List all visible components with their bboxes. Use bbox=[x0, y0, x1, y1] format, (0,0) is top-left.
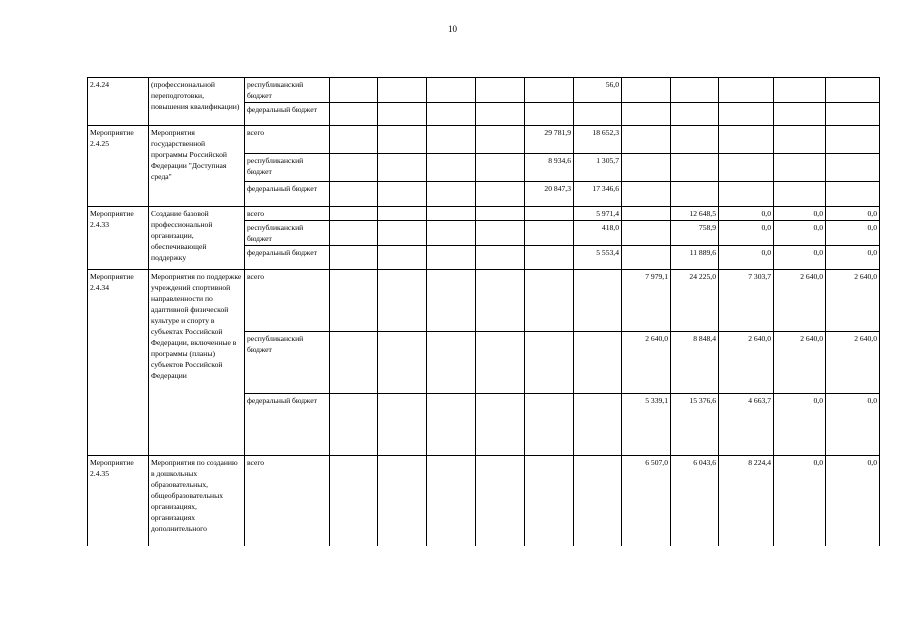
amount-cell bbox=[525, 394, 574, 456]
amount-cell: 758,9 bbox=[671, 221, 719, 246]
row-code: Мероприятие 2.4.34 bbox=[88, 270, 149, 456]
funding-source: республиканский бюджет bbox=[245, 154, 330, 182]
amount-cell bbox=[378, 103, 427, 126]
amount-cell bbox=[719, 154, 774, 182]
amount-cell: 2 640,0 bbox=[826, 332, 880, 394]
amount-cell bbox=[330, 154, 378, 182]
amount-cell bbox=[427, 103, 476, 126]
amount-cell bbox=[476, 207, 525, 221]
funding-source: республиканский бюджет bbox=[245, 332, 330, 394]
funding-source: федеральный бюджет bbox=[245, 182, 330, 207]
amount-cell bbox=[719, 182, 774, 207]
amount-cell bbox=[378, 270, 427, 332]
amount-cell: 17 346,6 bbox=[574, 182, 622, 207]
amount-cell: 0,0 bbox=[826, 207, 880, 221]
amount-cell bbox=[427, 456, 476, 546]
amount-cell bbox=[525, 207, 574, 221]
amount-cell bbox=[476, 246, 525, 270]
amount-cell bbox=[671, 154, 719, 182]
amount-cell bbox=[525, 78, 574, 103]
amount-cell bbox=[622, 103, 671, 126]
funding-source: федеральный бюджет bbox=[245, 103, 330, 126]
amount-cell bbox=[525, 270, 574, 332]
amount-cell: 2 640,0 bbox=[826, 270, 880, 332]
amount-cell bbox=[476, 78, 525, 103]
amount-cell bbox=[826, 78, 880, 103]
amount-cell bbox=[671, 182, 719, 207]
amount-cell bbox=[719, 103, 774, 126]
amount-cell bbox=[671, 126, 719, 154]
amount-cell: 0,0 bbox=[719, 246, 774, 270]
amount-cell bbox=[622, 221, 671, 246]
amount-cell bbox=[378, 332, 427, 394]
amount-cell: 0,0 bbox=[719, 221, 774, 246]
amount-cell bbox=[427, 154, 476, 182]
funding-source: федеральный бюджет bbox=[245, 394, 330, 456]
amount-cell: 24 225,0 bbox=[671, 270, 719, 332]
amount-cell bbox=[525, 456, 574, 546]
amount-cell: 2 640,0 bbox=[774, 332, 826, 394]
amount-cell bbox=[427, 182, 476, 207]
row-code: Мероприятие 2.4.33 bbox=[88, 207, 149, 270]
amount-cell: 20 847,3 bbox=[525, 182, 574, 207]
page-number: 10 bbox=[448, 24, 457, 34]
amount-cell: 0,0 bbox=[774, 207, 826, 221]
amount-cell bbox=[826, 182, 880, 207]
amount-cell bbox=[476, 154, 525, 182]
amount-cell bbox=[622, 78, 671, 103]
amount-cell bbox=[719, 126, 774, 154]
amount-cell bbox=[476, 103, 525, 126]
amount-cell: 7 303,7 bbox=[719, 270, 774, 332]
amount-cell: 7 979,1 bbox=[622, 270, 671, 332]
amount-cell bbox=[476, 182, 525, 207]
amount-cell bbox=[476, 394, 525, 456]
amount-cell bbox=[525, 103, 574, 126]
amount-cell: 0,0 bbox=[826, 246, 880, 270]
amount-cell bbox=[574, 456, 622, 546]
amount-cell bbox=[774, 154, 826, 182]
amount-cell: 56,0 bbox=[574, 78, 622, 103]
amount-cell bbox=[378, 207, 427, 221]
amount-cell bbox=[378, 221, 427, 246]
amount-cell: 2 640,0 bbox=[774, 270, 826, 332]
amount-cell: 0,0 bbox=[774, 394, 826, 456]
funding-source: всего bbox=[245, 207, 330, 221]
amount-cell: 0,0 bbox=[719, 207, 774, 221]
amount-cell bbox=[330, 207, 378, 221]
table-row bbox=[88, 207, 880, 221]
amount-cell bbox=[427, 126, 476, 154]
amount-cell bbox=[774, 126, 826, 154]
amount-cell bbox=[378, 456, 427, 546]
amount-cell bbox=[476, 126, 525, 154]
amount-cell bbox=[671, 78, 719, 103]
amount-cell bbox=[525, 246, 574, 270]
amount-cell: 18 652,3 bbox=[574, 126, 622, 154]
amount-cell bbox=[719, 78, 774, 103]
row-code: Мероприятие 2.4.25 bbox=[88, 126, 149, 207]
amount-cell bbox=[378, 126, 427, 154]
amount-cell bbox=[427, 246, 476, 270]
funding-source: республиканский бюджет bbox=[245, 78, 330, 103]
amount-cell bbox=[525, 221, 574, 246]
amount-cell: 418,0 bbox=[574, 221, 622, 246]
amount-cell bbox=[330, 221, 378, 246]
funding-source: всего bbox=[245, 270, 330, 332]
amount-cell: 1 305,7 bbox=[574, 154, 622, 182]
budget-table bbox=[87, 77, 880, 546]
amount-cell bbox=[427, 221, 476, 246]
amount-cell bbox=[427, 270, 476, 332]
amount-cell bbox=[330, 332, 378, 394]
amount-cell bbox=[574, 332, 622, 394]
amount-cell: 0,0 bbox=[774, 221, 826, 246]
amount-cell: 5 553,4 bbox=[574, 246, 622, 270]
table-row bbox=[88, 126, 880, 154]
row-title: (профессиональной переподготовки, повышения квалификации) bbox=[149, 78, 245, 126]
amount-cell: 5 971,4 bbox=[574, 207, 622, 221]
amount-cell: 6 507,0 bbox=[622, 456, 671, 546]
amount-cell: 0,0 bbox=[826, 221, 880, 246]
amount-cell: 0,0 bbox=[774, 246, 826, 270]
amount-cell bbox=[330, 182, 378, 207]
amount-cell bbox=[622, 154, 671, 182]
amount-cell bbox=[330, 126, 378, 154]
table-row bbox=[88, 456, 880, 546]
amount-cell bbox=[378, 154, 427, 182]
row-code: Мероприятие 2.4.35 bbox=[88, 456, 149, 546]
amount-cell: 29 781,9 bbox=[525, 126, 574, 154]
amount-cell bbox=[622, 182, 671, 207]
amount-cell: 5 339,1 bbox=[622, 394, 671, 456]
amount-cell bbox=[826, 103, 880, 126]
amount-cell bbox=[476, 332, 525, 394]
row-title: Мероприятия по созданию в дошкольных образовательных, общеобразовательных организациях, организациях дополнительного bbox=[149, 456, 245, 546]
table-row bbox=[88, 78, 880, 103]
amount-cell bbox=[574, 270, 622, 332]
funding-source: всего bbox=[245, 126, 330, 154]
amount-cell bbox=[427, 207, 476, 221]
amount-cell bbox=[774, 182, 826, 207]
amount-cell: 4 663,7 bbox=[719, 394, 774, 456]
amount-cell bbox=[330, 456, 378, 546]
amount-cell bbox=[378, 394, 427, 456]
amount-cell bbox=[330, 394, 378, 456]
amount-cell bbox=[622, 207, 671, 221]
amount-cell bbox=[427, 78, 476, 103]
amount-cell: 8 848,4 bbox=[671, 332, 719, 394]
amount-cell bbox=[774, 78, 826, 103]
amount-cell bbox=[826, 126, 880, 154]
funding-source: всего bbox=[245, 456, 330, 546]
amount-cell bbox=[525, 332, 574, 394]
table-row bbox=[88, 270, 880, 332]
amount-cell bbox=[671, 103, 719, 126]
amount-cell bbox=[826, 154, 880, 182]
amount-cell: 6 043,6 bbox=[671, 456, 719, 546]
amount-cell bbox=[378, 78, 427, 103]
amount-cell bbox=[622, 126, 671, 154]
row-title: Мероприятия по поддержке учреждений спортивной направленности по адаптивной физической культуре и спорту в субъектах Российской Федерации, включенные в программы (планы) субъектов Российской Федерации bbox=[149, 270, 245, 456]
amount-cell bbox=[330, 246, 378, 270]
amount-cell bbox=[476, 270, 525, 332]
funding-source: республиканский бюджет bbox=[245, 221, 330, 246]
row-title: Создание базовой профессиональной организации, обеспечивающей поддержку bbox=[149, 207, 245, 270]
amount-cell bbox=[427, 332, 476, 394]
amount-cell: 0,0 bbox=[774, 456, 826, 546]
amount-cell: 0,0 bbox=[826, 456, 880, 546]
amount-cell bbox=[378, 182, 427, 207]
row-title: Мероприятия государственной программы Российской Федерации "Доступная среда" bbox=[149, 126, 245, 207]
amount-cell bbox=[622, 246, 671, 270]
amount-cell bbox=[476, 456, 525, 546]
amount-cell: 12 648,5 bbox=[671, 207, 719, 221]
amount-cell bbox=[378, 246, 427, 270]
amount-cell bbox=[774, 103, 826, 126]
amount-cell: 15 376,6 bbox=[671, 394, 719, 456]
amount-cell: 2 640,0 bbox=[719, 332, 774, 394]
amount-cell bbox=[476, 221, 525, 246]
row-code: 2.4.24 bbox=[88, 78, 149, 126]
amount-cell bbox=[427, 394, 476, 456]
amount-cell bbox=[330, 270, 378, 332]
amount-cell bbox=[574, 394, 622, 456]
amount-cell: 8 934,6 bbox=[525, 154, 574, 182]
amount-cell bbox=[330, 78, 378, 103]
amount-cell: 11 889,6 bbox=[671, 246, 719, 270]
amount-cell bbox=[330, 103, 378, 126]
funding-source: федеральный бюджет bbox=[245, 246, 330, 270]
amount-cell: 8 224,4 bbox=[719, 456, 774, 546]
amount-cell bbox=[574, 103, 622, 126]
amount-cell: 0,0 bbox=[826, 394, 880, 456]
amount-cell: 2 640,0 bbox=[622, 332, 671, 394]
